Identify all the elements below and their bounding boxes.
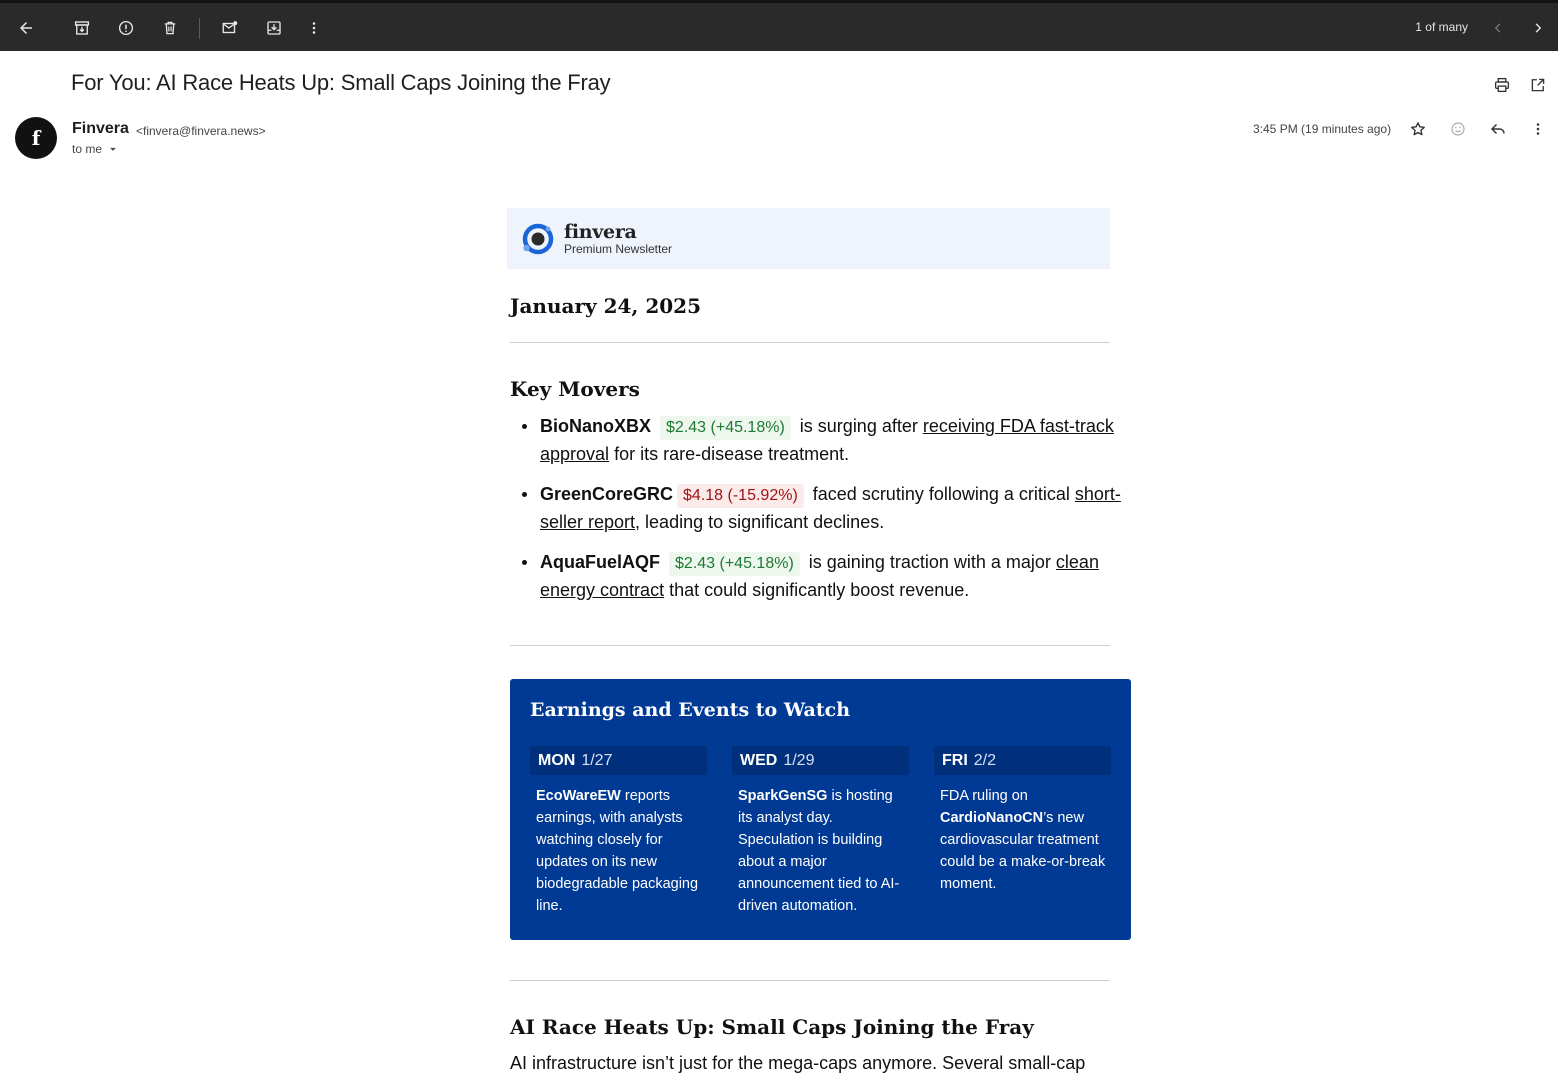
star-icon[interactable] xyxy=(1407,118,1429,140)
key-movers-list xyxy=(540,412,1140,616)
event-card xyxy=(732,746,909,917)
newsletter-date: January 24, 2025 xyxy=(510,294,702,318)
toolbar-divider xyxy=(199,18,200,39)
event-date-header xyxy=(732,746,909,775)
recipient-label: to me xyxy=(72,142,103,156)
sender-avatar[interactable]: f xyxy=(15,117,57,159)
events-heading: Earnings and Events to Watch xyxy=(530,699,851,721)
open-in-new-window-icon[interactable] xyxy=(1527,74,1549,96)
archive-icon[interactable] xyxy=(70,16,94,40)
back-arrow-icon[interactable] xyxy=(14,16,38,40)
mark-unread-icon[interactable] xyxy=(218,16,242,40)
event-day: WED xyxy=(740,752,778,769)
newsletter-brand: finvera xyxy=(564,221,637,243)
delete-icon[interactable] xyxy=(158,16,182,40)
mover-text: , leading to significant declines. xyxy=(635,512,885,532)
divider xyxy=(510,980,1110,981)
mover-ticker: GreenCoreGRC xyxy=(540,484,674,504)
event-date: 1/29 xyxy=(783,752,815,769)
event-description xyxy=(732,785,909,917)
sender-name[interactable]: Finvera xyxy=(72,120,129,137)
key-movers-heading: Key Movers xyxy=(510,377,640,401)
list-item xyxy=(540,412,1140,468)
dropdown-caret-icon[interactable] xyxy=(106,142,120,156)
mover-text: that could significantly boost revenue. xyxy=(669,580,970,600)
print-icon[interactable] xyxy=(1491,74,1513,96)
divider xyxy=(510,342,1110,343)
article-title: AI Race Heats Up: Small Caps Joining the Fray xyxy=(510,1015,1034,1039)
chevron-left-icon[interactable] xyxy=(1486,16,1510,40)
event-date-header xyxy=(934,746,1111,775)
mover-text: faced scrutiny following a critical xyxy=(812,484,1070,504)
event-text: ’s new cardiovascular treatment could be a make-or-break moment. xyxy=(940,810,1106,892)
mover-ticker: BioNanoXBX xyxy=(540,416,652,436)
email-subject: For You: AI Race Heats Up: Small Caps Joining the Fray xyxy=(71,70,611,95)
article-intro: AI infrastructure isn’t just for the mega-caps anymore. Several small-cap xyxy=(510,1053,1086,1073)
event-company: CardioNanoCN xyxy=(940,810,1044,826)
report-spam-icon[interactable] xyxy=(114,16,138,40)
mover-ticker: AquaFuelAQF xyxy=(540,552,660,572)
divider xyxy=(510,645,1110,646)
reply-icon[interactable] xyxy=(1487,118,1509,140)
mover-text: for its rare-disease treatment. xyxy=(614,444,850,464)
pager-count: 1 of many xyxy=(1415,20,1468,34)
event-text: reports earnings, with analysts watching closely for updates on its new biodegradable packaging line. xyxy=(536,788,699,914)
price-change-badge: $4.18 (-15.92%) xyxy=(677,484,804,508)
event-text: FDA ruling on xyxy=(940,788,1028,804)
price-change-badge: $2.43 (+45.18%) xyxy=(669,552,800,576)
event-card xyxy=(934,746,1111,895)
event-day: FRI xyxy=(942,752,968,769)
sender-email: <finvera@finvera.news> xyxy=(136,124,266,138)
event-day: MON xyxy=(538,752,576,769)
list-item xyxy=(540,480,1140,536)
newsletter-header xyxy=(507,208,1110,269)
event-date: 2/2 xyxy=(973,752,997,769)
event-card xyxy=(530,746,707,917)
mover-link[interactable]: receiving FDA fast-track approval xyxy=(540,416,1114,464)
mover-link[interactable]: short-seller report xyxy=(540,484,1121,532)
event-company: SparkGenSG xyxy=(738,788,828,804)
price-change-badge: $2.43 (+45.18%) xyxy=(660,416,791,440)
move-to-icon[interactable] xyxy=(262,16,286,40)
event-date: 1/27 xyxy=(581,752,613,769)
more-vert-icon[interactable] xyxy=(302,16,326,40)
email-timestamp: 3:45 PM (19 minutes ago) xyxy=(1253,122,1392,136)
finvera-logo-icon xyxy=(521,222,555,256)
mover-text: is gaining traction with a major xyxy=(808,552,1051,572)
top-toolbar xyxy=(0,0,1558,51)
event-description xyxy=(934,785,1111,895)
list-item xyxy=(540,548,1140,604)
event-description xyxy=(530,785,707,917)
mover-text: is surging after xyxy=(799,416,918,436)
event-company: EcoWareEW xyxy=(536,788,621,804)
add-reaction-icon[interactable] xyxy=(1447,118,1469,140)
newsletter-subtitle: Premium Newsletter xyxy=(564,242,673,256)
event-date-header xyxy=(530,746,707,775)
recipient-details-toggle[interactable] xyxy=(72,142,120,156)
chevron-right-icon[interactable] xyxy=(1526,16,1550,40)
event-text: is hosting its analyst day. Speculation is building about a major announcement tied to AI-driven automation. xyxy=(738,788,900,914)
more-options-icon[interactable] xyxy=(1527,118,1549,140)
events-panel xyxy=(510,679,1131,940)
mover-link[interactable]: clean energy contract xyxy=(540,552,1099,600)
